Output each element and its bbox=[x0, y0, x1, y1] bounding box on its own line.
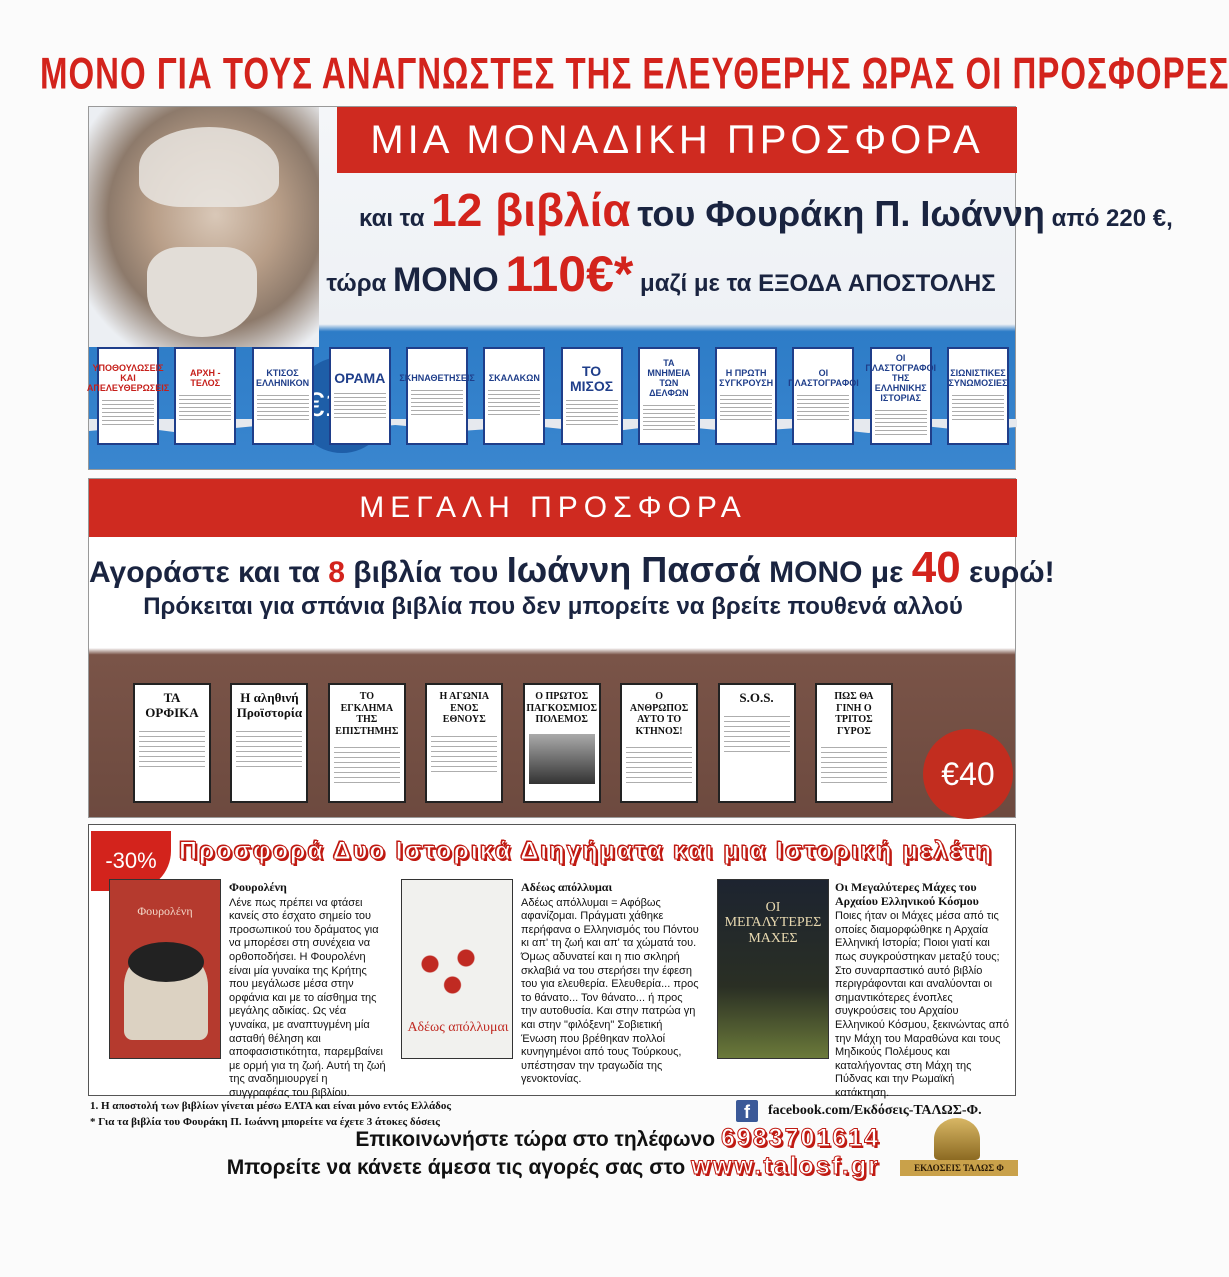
book-cover[interactable] bbox=[620, 683, 698, 803]
book-heading: Φουρολένη bbox=[229, 880, 287, 894]
book-cover-title: S.O.S. bbox=[739, 690, 774, 705]
book-cover[interactable] bbox=[638, 347, 700, 445]
book-cover-title: ΤΟ ΕΓΚΛΗΜΑ ΤΗΣ ΕΠΙΣΤΗΜΗΣ bbox=[335, 691, 399, 737]
book-cover[interactable] bbox=[329, 347, 391, 445]
book-cover-title: ΟΡΑΜΑ bbox=[334, 370, 386, 387]
cover-text-lines bbox=[720, 395, 772, 423]
book-cover[interactable] bbox=[947, 347, 1009, 445]
book-cover[interactable] bbox=[715, 347, 777, 445]
book-cover-title: ΤΟ ΜΙΣΟΣ bbox=[569, 362, 614, 394]
book-cover[interactable] bbox=[483, 347, 545, 445]
line2-pre: τώρα bbox=[326, 270, 387, 297]
phone-label: Επικοινωνήστε τώρα στο τηλέφωνο bbox=[355, 1128, 716, 1151]
book-cover[interactable] bbox=[788, 347, 859, 445]
book-text: Λένε πως πρέπει να φτάσει κανείς στο έσχατο σημείο του προσωπικού του δράματος για να μπορέσει στη συνέχεια να ορθοποδήσει. Η Φουρολένη είναι μία γυναίκα της Κρήτης που μεγάλωσε μέσα στην ορφάνια και με το αίσθημα της μεγάλης αδικίας. Ως νέα γυναίκα, με αναπτυγμένη μία ασταθή θέληση και αποφασιστικότητα, παρεμβαίνει με ορμή για τη ζωή. Αυτή τη ζωή της αναδημιουργεί η συγγραφέας του βιβλίου. bbox=[229, 896, 386, 1099]
offer-fourakis-panel bbox=[86, 106, 1173, 470]
book-cover[interactable] bbox=[561, 347, 623, 445]
book-cover[interactable] bbox=[230, 683, 308, 803]
book-description bbox=[521, 881, 701, 1087]
cover-text-lines bbox=[724, 716, 790, 756]
cover-text-lines bbox=[431, 736, 497, 776]
facebook-icon: f bbox=[736, 1100, 758, 1122]
mono-label: ΜΟΝΟ bbox=[392, 261, 499, 299]
installments-note: * Για τα βιβλία του Φουράκη Π. Ιωάννη μπορείτε να έχετε 3 άτοκες δόσεις bbox=[90, 1116, 440, 1128]
shipping-note: μαζί με τα ΕΞΟΔΑ ΑΠΟΣΤΟΛΗΣ bbox=[640, 270, 996, 297]
phone-line bbox=[160, 1124, 880, 1153]
book-cover-title: ΥΠΟΘΟΥΛΩΣΕΙΣ ΚΑΙ ΑΠΕΛΕΥΘΕΡΩΣΕΙΣ bbox=[86, 363, 170, 393]
cover-text-lines bbox=[179, 395, 231, 423]
discount-badge: -30% bbox=[91, 831, 171, 891]
shipping-note: 1. Η αποστολή των βιβλίων γίνεται μέσω ΕΛΤΑ και είναι μόνο εντός Ελλάδος bbox=[90, 1100, 452, 1112]
author-name: του Φουράκη Π. Ιωάννη bbox=[637, 193, 1045, 234]
fourakis-covers bbox=[86, 347, 1009, 447]
book-cover-title: Ο ΠΡΩΤΟΣ ΠΑΓΚΟΣΜΙΟΣ ΠΟΛΕΜΟΣ bbox=[526, 691, 598, 725]
page-headline: ΜΟΝΟ ΓΙΑ ΤΟΥΣ ΑΝΑΓΝΩΣΤΕΣ ΤΗΣ ΕΛΕΥΘΕΡΗΣ ΩΡΑΣ ΟΙ ΠΡΟΣΦΟΡΕΣ bbox=[40, 48, 1229, 98]
line1-pre: Αγοράστε και τα bbox=[89, 556, 320, 589]
cover-text-lines bbox=[257, 395, 309, 423]
author-portrait bbox=[89, 107, 319, 347]
book-cover-title: ΣΚΗΝΑΘΕΤΗΣΕΙΣ bbox=[399, 373, 475, 384]
cover-text-lines bbox=[566, 400, 618, 428]
logo-emblem-icon bbox=[934, 1118, 980, 1160]
new-price: 110€* bbox=[505, 246, 634, 302]
author-name: Ιωάννη Πασσά bbox=[506, 549, 761, 590]
book-text: Ποιες ήταν οι Μάχες μέσα από τις οποίες διαμορφώθηκε η Αρχαία Ελληνική Ιστορία; Ποιοι γιατί και πως συγκρούστηκαν μεταξύ τους; Στο συναρπαστικό αυτό βιβλίο περιγράφονται και αναλύονται οι σημαντικότερες ένοπλες συγκρούσεις του Αρχαίου Ελληνικού Κόσμου, ξεκινώντας από την Μάχη του Μαραθώνα και τους Μηδικούς Πολέμους και καταλήγοντας στη Μάχη της Πύδνας και την Ρωμαϊκή κατάκτηση. bbox=[835, 910, 1009, 1099]
cover-text-lines bbox=[334, 747, 400, 787]
book-cover-title: Η ΑΓΩΝΙΑ ΕΝΟΣ ΕΘΝΟΥΣ bbox=[439, 691, 490, 725]
book-heading: Οι Μεγαλύτερες Μάχες του Αρχαίου Ελληνικού Κόσμου bbox=[835, 880, 979, 908]
book-cover-title: ΚΤΙΣΟΣ ΕΛΛΗΝΙΚΟΝ bbox=[255, 368, 310, 388]
cover-text-lines bbox=[334, 393, 386, 421]
book-cover[interactable] bbox=[86, 347, 170, 445]
offer-stories-title: Προσφορά Δυο Ιστορικά Διηγήματα και μια Ιστορική μελέτη bbox=[179, 837, 994, 865]
book-cover-title: ΠΩΣ ΘΑ ΓΙΝΗ Ο ΤΡΙΤΟΣ ΓΥΡΟΣ bbox=[834, 691, 874, 737]
offer-fourakis-line1 bbox=[359, 183, 1173, 237]
book-cover[interactable] bbox=[174, 347, 236, 445]
publisher-logo bbox=[900, 1118, 1018, 1178]
old-price: από 220 €, bbox=[1051, 205, 1173, 232]
book-text: Αδέως απόλλυμαι = Αφόβως αφανίζομαι. Πράγματι χάθηκε περήφανα ο Ελληνισμός του Πόντου κι απ' τη ζωή και απ' τα χώματά του. Όμως αδυνατεί και η πιο σκληρή σκλαβιά να του στερήσει την έφεση του για ελευθερία. Ελευθερία... προς το θάνατο... Τον θάνατο... ή προς την αυτοθυσία. Και στην πατρώα γη και στην "φιλόξενη" Σοβιετική Ένωση που βρέθηκαν πολλοί κυνηγημένοι από τους Τούρκους, υπέστησαν την τραγωδία της γενοκτονίας. bbox=[521, 896, 699, 1086]
offer-passas-banner: ΜΕΓΑΛΗ ΠΡΟΣΦΟΡΑ bbox=[89, 479, 1017, 537]
cover-text-lines bbox=[488, 390, 540, 418]
book-cover-title: Η αληθινή Προϊστορία bbox=[236, 690, 303, 720]
book-cover-title: ΤΑ ΟΡΦΙΚΑ bbox=[145, 690, 199, 720]
book-cover-title: ΑΡΧΗ - ΤΕΛΟΣ bbox=[190, 368, 221, 388]
book-cover-title: ΣΙΩΝΙΣΤΙΚΕΣ ΣΥΝΩΜΟΣΙΕΣ bbox=[948, 368, 1008, 388]
book-cover-title: ΤΑ ΜΝΗΜΕΙΑ ΤΩΝ ΔΕΛΦΩΝ bbox=[647, 358, 691, 398]
book-cover-title: ΟΙ ΜΕΓΑΛΥΤΕΡΕΣ ΜΑΧΕΣ bbox=[724, 900, 822, 946]
phone-number[interactable]: 6983701614 bbox=[720, 1124, 880, 1152]
cover-text-lines bbox=[102, 400, 154, 428]
book-cover[interactable] bbox=[252, 347, 314, 445]
price-badge-40: €40 bbox=[923, 729, 1013, 819]
portrait-hair bbox=[139, 127, 279, 207]
offer-fourakis-line2 bbox=[311, 245, 1011, 303]
book-description bbox=[229, 881, 389, 1101]
book-cover[interactable] bbox=[133, 683, 211, 803]
cover-text-lines bbox=[643, 405, 695, 433]
offer-fourakis-banner: ΜΙΑ ΜΟΝΑΔΙΚΗ ΠΡΟΣΦΟΡΑ bbox=[337, 107, 1017, 173]
website-line bbox=[160, 1152, 880, 1181]
cover-text-lines bbox=[626, 747, 692, 787]
cover-text-lines bbox=[875, 410, 927, 438]
line1-mid: βιβλία του bbox=[353, 556, 499, 589]
book-cover[interactable] bbox=[425, 683, 503, 803]
offer-passas-line1 bbox=[89, 543, 1055, 593]
offer-passas-line2: Πρόκειται για σπάνια βιβλία που δεν μπορείτε να βρείτε πουθενά αλλού bbox=[143, 593, 963, 620]
portrait-beard bbox=[147, 247, 257, 337]
book-count: 8 bbox=[328, 556, 345, 589]
website-link[interactable]: www.talosf.gr bbox=[691, 1152, 880, 1180]
book-cover-title: Φουρολένη bbox=[137, 904, 193, 918]
book-cover[interactable] bbox=[328, 683, 406, 803]
passas-covers bbox=[133, 683, 893, 805]
facebook-url: facebook.com/Εκδόσεις-ΤΑΛΩΣ-Φ. bbox=[768, 1103, 982, 1118]
new-price: 40 bbox=[911, 543, 961, 592]
book-heading: Αδέως απόλλυμαι bbox=[521, 880, 613, 894]
cover-hair bbox=[128, 942, 204, 982]
cover-text-lines bbox=[411, 390, 463, 418]
currency-label: ευρώ! bbox=[969, 556, 1055, 589]
book-cover[interactable] bbox=[865, 347, 936, 445]
book-cover-fouroleni[interactable] bbox=[109, 879, 221, 1059]
book-cover-title: ΣΚΑΛΑΚΩΝ bbox=[488, 373, 540, 384]
book-cover-title: ΟΙ ΠΛΑΣΤΟΓΡΑΦΟΙ ΤΗΣ ΕΛΛΗΝΙΚΗΣ ΙΣΤΟΡΙΑΣ bbox=[865, 353, 936, 403]
book-cover[interactable] bbox=[815, 683, 893, 803]
line1-pre: και τα bbox=[359, 205, 425, 232]
offer-passas-panel bbox=[88, 478, 1055, 818]
logo-label: ΕΚΔΟΣΕΙΣ ΤΑΛΩΣ Φ bbox=[900, 1160, 1018, 1176]
book-cover-title: Αδέως απόλλυμαι bbox=[407, 1020, 509, 1035]
book-cover-maxes[interactable] bbox=[717, 879, 829, 1059]
book-cover[interactable] bbox=[399, 347, 475, 445]
book-cover-adeos[interactable] bbox=[401, 879, 513, 1059]
book-count: 12 βιβλία bbox=[431, 184, 631, 236]
book-cover-title: Ο ΑΝΘΡΩΠΟΣ ΑΥΤΟ ΤΟ ΚΤΗΝΟΣ! bbox=[629, 691, 689, 737]
book-cover-title: Η ΠΡΩΤΗ ΣΥΓΚΡΟΥΣΗ bbox=[719, 368, 774, 388]
cover-text-lines bbox=[139, 731, 205, 771]
cover-text-lines bbox=[797, 395, 849, 423]
book-description bbox=[835, 881, 1011, 1101]
cover-text-lines bbox=[821, 747, 887, 787]
offer-stories-panel bbox=[88, 824, 1016, 1099]
cover-illustration bbox=[529, 734, 595, 784]
cover-text-lines bbox=[952, 395, 1004, 423]
book-cover-title: ΟΙ ΠΛΑΣΤΟΓΡΑΦΟΙ bbox=[788, 368, 859, 388]
mono-label: ΜΟΝΟ με bbox=[769, 556, 904, 589]
book-cover[interactable] bbox=[523, 683, 601, 803]
book-cover[interactable] bbox=[718, 683, 796, 803]
cover-text-lines bbox=[236, 731, 302, 771]
cover-illustration bbox=[412, 940, 502, 1000]
website-label: Μπορείτε να κάνετε άμεσα τις αγορές σας στο bbox=[226, 1156, 686, 1179]
